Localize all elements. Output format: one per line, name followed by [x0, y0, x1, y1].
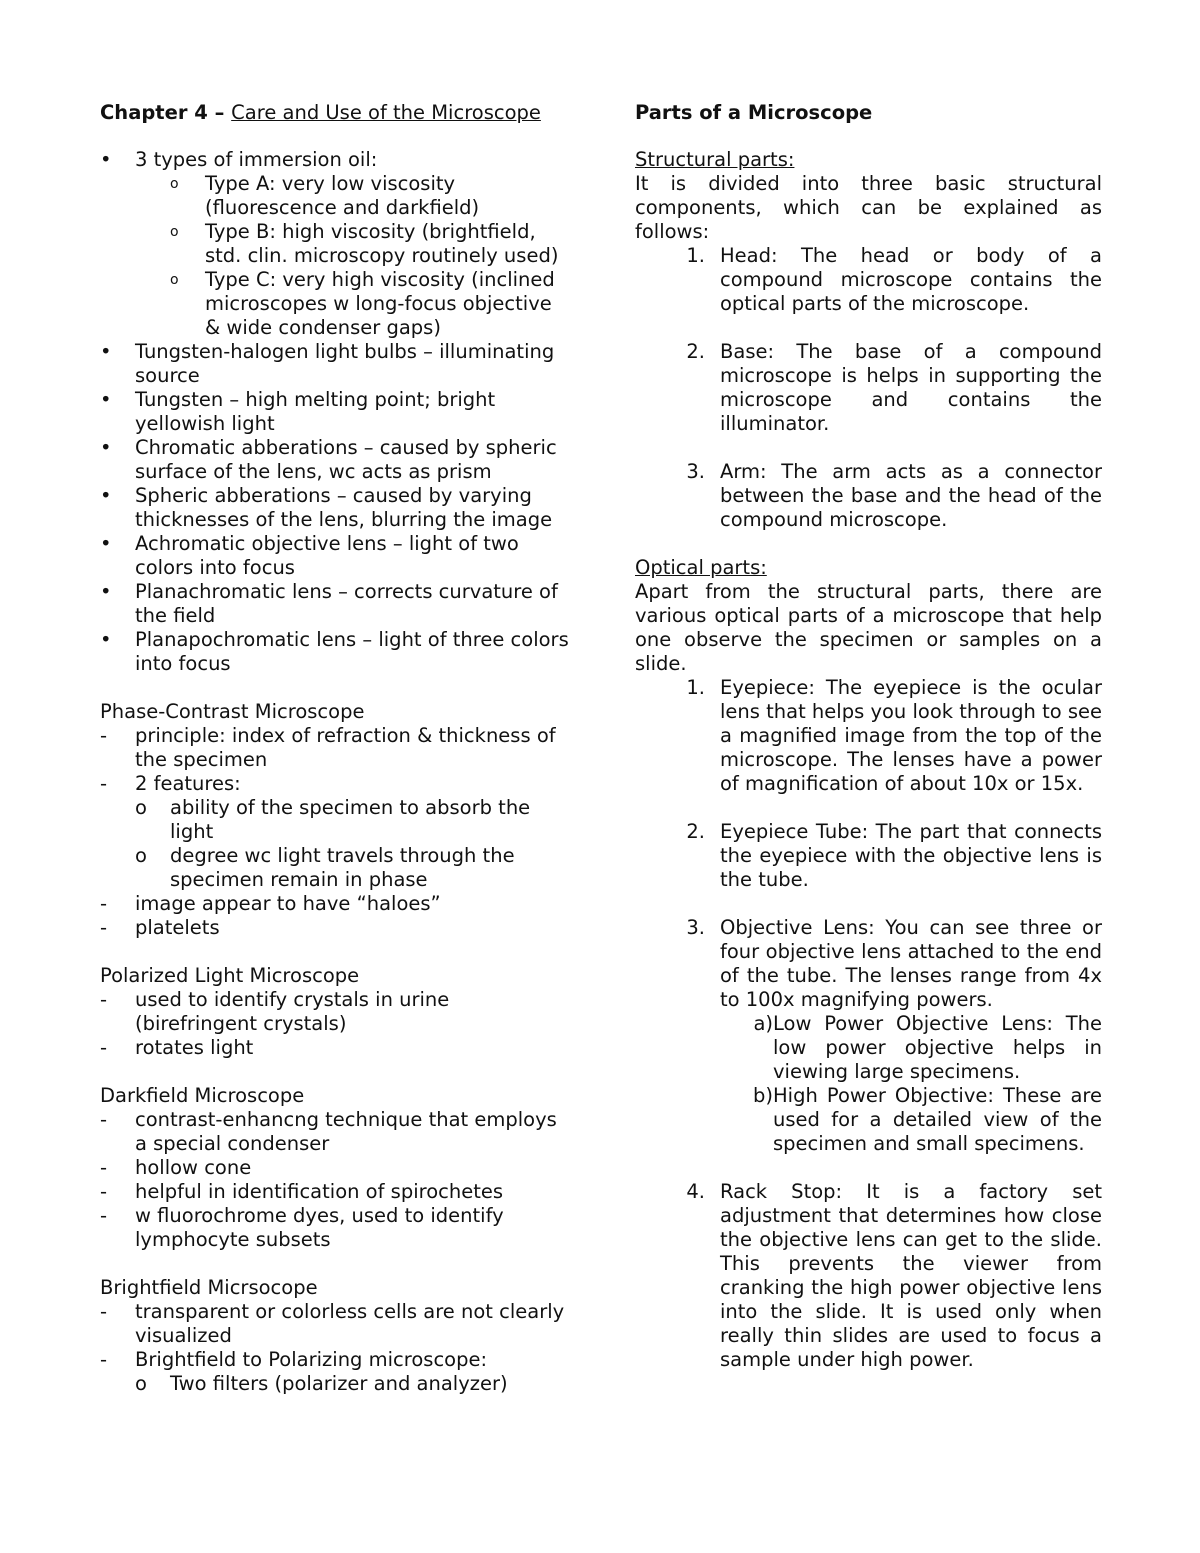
- dash-item: [100, 1036, 572, 1060]
- sub-bullet-item-text: Type B: high viscosity (brightfield, std. clin. microscopy routinely used): [205, 220, 559, 267]
- optical-subitem-number: a): [753, 1012, 773, 1035]
- optical-item: [635, 1180, 1102, 1372]
- bullet-item-text: Tungsten – high melting point; bright yellowish light: [135, 388, 496, 435]
- dash-item: [100, 1108, 572, 1156]
- optical-item-number: 2.: [686, 820, 705, 843]
- bullet-item: [100, 532, 572, 580]
- dash-item-text: Brightfield to Polarizing microscope:: [135, 1348, 488, 1371]
- sub-bullet-item: [100, 172, 572, 220]
- microscope-sections: [100, 676, 572, 1396]
- dash-item: [100, 1300, 572, 1348]
- chapter-subtitle: Care and Use of the Microscope: [231, 101, 541, 124]
- section-heading: Polarized Light Microscope: [100, 964, 360, 987]
- bullet-item-marker: •: [100, 484, 112, 507]
- dash-item-text: contrast-enhancng technique that employs a special condenser: [135, 1108, 557, 1155]
- bullet-item: [100, 340, 572, 388]
- spacer: [635, 796, 1102, 820]
- dash-item-text: transparent or colorless cells are not clearly visualized: [135, 1300, 565, 1347]
- dash-item-marker: -: [100, 1348, 108, 1371]
- spacer: [100, 1252, 572, 1276]
- dash-item-text: image appear to have “haloes”: [135, 892, 441, 915]
- optical-subitem-text: High Power Objective: These are used for a detailed view of the specimen and small specimens.: [773, 1084, 1102, 1155]
- optical-subitem-text: Low Power Objective Lens: The low power objective helps in viewing large specimens.: [773, 1012, 1102, 1083]
- bullet-item-marker: •: [100, 388, 112, 411]
- dash-item-marker: -: [100, 1036, 108, 1059]
- bullet-item-text: Planapochromatic lens – light of three colors into focus: [135, 628, 569, 675]
- bullet-item-marker: •: [100, 148, 112, 171]
- optical-subitem: [635, 1012, 1102, 1084]
- dash-item-marker: -: [100, 1108, 108, 1131]
- sub-bullet-item-text: ability of the specimen to absorb the light: [170, 796, 531, 843]
- bullet-item-marker: •: [100, 340, 112, 363]
- sub-bullet-item-marker: o: [135, 1372, 147, 1395]
- optical-heading: Optical parts:: [635, 556, 767, 579]
- structural-item-text: Arm: The arm acts as a connector between the base and the head of the compound microscope.: [720, 460, 1102, 531]
- dash-item-text: used to identify crystals in urine (birefringent crystals): [135, 988, 450, 1035]
- bullet-item-marker: •: [100, 628, 112, 651]
- sub-bullet-item-marker: o: [135, 796, 147, 819]
- bullet-item-text: Planachromatic lens – corrects curvature of the field: [135, 580, 558, 627]
- bullet-item-marker: •: [100, 436, 112, 459]
- structural-item: [635, 244, 1102, 316]
- dash-item-text: hollow cone: [135, 1156, 252, 1179]
- spacer: [635, 1156, 1102, 1180]
- dash-item-text: principle: index of refraction & thickness of the specimen: [135, 724, 556, 771]
- spacer: [100, 1060, 572, 1084]
- optical-item-text: Eyepiece: The eyepiece is the ocular lens that helps you look through to see a magnified image from the top of the microscope. The lenses have a power of magnification of about 10x or 15x.: [720, 676, 1102, 795]
- sub-bullet-item-text: Type A: very low viscosity (fluorescence and darkfield): [205, 172, 480, 219]
- sub-bullet-item-marker: o: [170, 224, 179, 240]
- bullet-item-text: Spheric abberations – caused by varying thicknesses of the lens, blurring the image: [135, 484, 553, 531]
- optical-item: [635, 916, 1102, 1012]
- dash-item-text: helpful in identification of spirochetes: [135, 1180, 504, 1203]
- bullet-item-text: Chromatic abberations – caused by spheric surface of the lens, wc acts as prism: [135, 436, 557, 483]
- bullet-item: [100, 388, 572, 436]
- section-heading: Phase-Contrast Microscope: [100, 700, 365, 723]
- bullet-item-marker: •: [100, 532, 112, 555]
- spacer: [100, 676, 572, 700]
- optical-item-text: Objective Lens: You can see three or four objective lens attached to the end of the tube. The lenses range from 4x to 100x magnifying powers.: [720, 916, 1102, 1011]
- dash-item: [100, 1348, 572, 1372]
- optical-item-number: 4.: [686, 1180, 705, 1203]
- sub-bullet-item-text: degree wc light travels through the specimen remain in phase: [170, 844, 515, 891]
- bullet-item: [100, 628, 572, 676]
- bullet-item: [100, 484, 572, 532]
- bullet-item: [100, 148, 572, 172]
- dash-item-text: w fluorochrome dyes, used to identify lymphocyte subsets: [135, 1204, 504, 1251]
- optical-item-text: Rack Stop: It is a factory set adjustment that determines how close the objective lens can get to the slide. This prevents the viewer from cranking the high power objective lens into the slide. It is used only when really thin slides are used to focus a sample under high power.: [720, 1180, 1102, 1371]
- sub-bullet-item: [100, 1372, 572, 1396]
- spacer: [100, 940, 572, 964]
- dash-item-marker: -: [100, 1156, 108, 1179]
- immersion-bullet-list: [100, 148, 572, 676]
- structural-item-number: 1.: [686, 244, 705, 267]
- sub-bullet-item-marker: o: [135, 844, 147, 867]
- sub-bullet-item: [100, 268, 572, 340]
- structural-item-number: 2.: [686, 340, 705, 363]
- optical-item: [635, 820, 1102, 892]
- structural-item: [635, 460, 1102, 532]
- dash-item-marker: -: [100, 916, 108, 939]
- optical-subitem: [635, 1084, 1102, 1156]
- dash-item-text: platelets: [135, 916, 220, 939]
- sub-bullet-item-text: Two filters (polarizer and analyzer): [170, 1372, 508, 1395]
- bullet-item-text: Achromatic objective lens – light of two colors into focus: [135, 532, 519, 579]
- structural-intro: It is divided into three basic structural components, which can be explained as follows:: [635, 172, 1102, 243]
- dash-item-marker: -: [100, 1204, 108, 1227]
- sub-bullet-item-marker: o: [170, 272, 179, 288]
- optical-item-text: Eyepiece Tube: The part that connects the eyepiece with the objective lens is the tube.: [720, 820, 1102, 891]
- dash-item-text: 2 features:: [135, 772, 241, 795]
- dash-item-text: rotates light: [135, 1036, 254, 1059]
- structural-list: [635, 244, 1102, 532]
- sub-bullet-item: [100, 796, 572, 844]
- sub-bullet-item-text: Type C: very high viscosity (inclined microscopes w long-focus objective & wide condenser gaps): [205, 268, 555, 339]
- dash-item: [100, 1204, 572, 1252]
- structural-item-text: Head: The head or body of a compound microscope contains the optical parts of the microscope.: [720, 244, 1102, 315]
- optical-item-number: 3.: [686, 916, 705, 939]
- dash-item-marker: -: [100, 988, 108, 1011]
- bullet-item: [100, 436, 572, 484]
- structural-item-text: Base: The base of a compound microscope is helps in supporting the microscope and contains the illuminator.: [720, 340, 1102, 435]
- bullet-item-text: 3 types of immersion oil:: [135, 148, 378, 171]
- dash-item-marker: -: [100, 892, 108, 915]
- dash-item-marker: -: [100, 1300, 108, 1323]
- chapter-title: [100, 100, 572, 126]
- dash-item: [100, 1156, 572, 1180]
- optical-intro: Apart from the structural parts, there are various optical parts of a microscope that help one observe the specimen or samples on a slide.: [635, 580, 1102, 675]
- structural-item: [635, 340, 1102, 436]
- section-heading: Darkfield Microscope: [100, 1084, 305, 1107]
- dash-item: [100, 916, 572, 940]
- parts-title: Parts of a Microscope: [635, 101, 873, 124]
- optical-item-number: 1.: [686, 676, 705, 699]
- dash-item-marker: -: [100, 772, 108, 795]
- structural-heading: Structural parts:: [635, 148, 795, 171]
- bullet-item-marker: •: [100, 580, 112, 603]
- sub-bullet-item: [100, 844, 572, 892]
- dash-item: [100, 988, 572, 1036]
- spacer: [635, 316, 1102, 340]
- sub-bullet-item-marker: o: [170, 176, 179, 192]
- dash-item-marker: -: [100, 724, 108, 747]
- spacer: [635, 892, 1102, 916]
- dash-item: [100, 772, 572, 796]
- bullet-item: [100, 580, 572, 628]
- section-heading: Brightfield Micrsocope: [100, 1276, 318, 1299]
- spacer: [635, 436, 1102, 460]
- optical-item: [635, 676, 1102, 796]
- optical-subitem-number: b): [753, 1084, 773, 1107]
- sub-bullet-item: [100, 220, 572, 268]
- structural-item-number: 3.: [686, 460, 705, 483]
- chapter-number: Chapter 4 –: [100, 101, 232, 124]
- dash-item: [100, 724, 572, 772]
- bullet-item-text: Tungsten-halogen light bulbs – illuminating source: [135, 340, 555, 387]
- dash-item-marker: -: [100, 1180, 108, 1203]
- right-column: [635, 100, 1102, 1372]
- left-column: [100, 100, 572, 1396]
- optical-list: [635, 676, 1102, 1372]
- dash-item: [100, 1180, 572, 1204]
- dash-item: [100, 892, 572, 916]
